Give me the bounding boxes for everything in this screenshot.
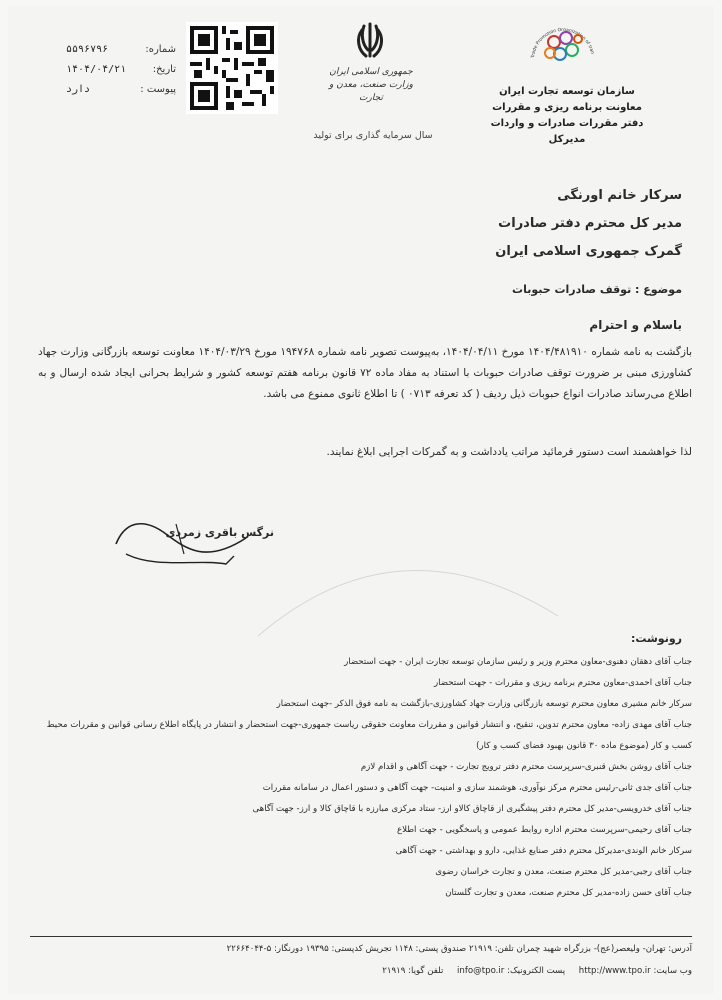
- cc-item: جناب آقای رحیمی-سرپرست محترم اداره روابط عمومی و پاسخگویی - جهت اطلاع: [396, 825, 692, 835]
- cc-item: سرکار خانم مشیری معاون محترم توسعه بازرگانی وزارت جهاد کشاورزی-بازگشت به نامه فوق الذکر -جهت استحضار: [276, 699, 692, 709]
- qr-code: [186, 22, 278, 114]
- handwritten-signature: [106, 514, 256, 574]
- ministry-name: [316, 66, 426, 105]
- signer-name: نرگس باقری زمردی: [165, 526, 274, 539]
- date-row: [66, 60, 176, 80]
- org-block: [478, 84, 656, 148]
- ministry-line2: وزارت صنعت، معدن و تجارت: [329, 80, 413, 103]
- footer-contacts: [32, 966, 692, 976]
- logo-text: Trade Promotion Organization of Iran: [531, 27, 595, 59]
- cc-item: جناب آقای جدی ثانی-رئیس محترم مرکز نوآوری، هوشمند سازی و امنیت- جهت آگاهی و دستور اعمال در سامانه مقررات: [262, 783, 692, 793]
- phone-value: ۲۱۹۱۹: [382, 966, 406, 976]
- date-value: ۱۴۰۴/۰۴/۲۱: [66, 64, 127, 75]
- attachment-row: [66, 80, 176, 100]
- subject-line: موضوع : توقف صادرات حبوبات: [512, 283, 682, 296]
- tpo-logo: [528, 20, 598, 76]
- watermark-text: [198, 476, 209, 481]
- cc-item: جناب آقای احمدی-معاون محترم برنامه ریزی و مقررات - جهت استحضار: [433, 678, 692, 688]
- date-label: تاریخ:: [152, 64, 176, 75]
- year-slogan: سال سرمایه گذاری برای تولید: [313, 130, 433, 141]
- attachment-value: دارد: [66, 84, 91, 95]
- addressee: [262, 182, 682, 266]
- addressee-line2: مدیر کل محترم دفتر صادرات: [498, 216, 682, 231]
- number-label: شماره:: [145, 44, 176, 55]
- org-line: مدیرکل: [548, 134, 586, 145]
- cc-item: جناب آقای خدرویسی-مدیر کل محترم دفتر پیشگیری از قاچاق کالاو ارز- ستاد مرکزی مبارزه با قاچاق کالا و ارز- جهت آگاهی: [252, 804, 692, 814]
- email-label: پست الکترونیک:: [507, 966, 566, 976]
- org-line: سازمان توسعه تجارت ایران: [499, 86, 635, 97]
- cc-list: [32, 652, 692, 904]
- cc-title: رونوشت:: [630, 632, 682, 645]
- cc-item: جناب آقای دهقان دهنوی-معاون محترم وزیر و رئیس سازمان توسعه تجارت ایران - جهت استحضار: [344, 657, 692, 667]
- email-link[interactable]: info@tpo.ir: [457, 966, 505, 976]
- addressee-line1: سرکار خانم اورنگی: [557, 188, 682, 203]
- footer-divider: [30, 936, 692, 937]
- number-value: ۵۵۹۶۷۹۶: [66, 44, 109, 55]
- letter-body: بازگشت به نامه شماره ۱۴۰۴/۴۸۱۹۱۰ مورخ ۱۴۰۴/۰۴/۱۱، به‌پیوست تصویر نامه شماره ۱۹۴۷۶۸ مورخ ۱۴۰۴/۰۳/۲۹ معاونت توسعه بازرگانی وزارت جهاد کشاورزی مبنی بر ضرورت توقف صادرات حبوبات با استناد به مفاد ماده ۷۲ قانون برنامه هفتم توسعه کشور و شرایط بحرانی ایجاد شده ارسال و به اطلاع می‌رساند صادرات انواع حبوبات ذیل ردیف ( کد تعرفه ۰۷۱۳ ) تا اطلاع ثانوی ممنوع می باشد.: [38, 346, 693, 400]
- org-line: دفتر مقررات صادرات و واردات: [490, 118, 644, 129]
- web-link[interactable]: http://www.tpo.ir: [578, 966, 651, 976]
- iran-emblem-icon: [350, 20, 390, 64]
- org-line: معاونت برنامه ریزی و مقررات: [492, 102, 642, 113]
- footer-address: آدرس: تهران- ولیعصر(عج)- بزرگراه شهید چمران تلفن: ۲۱۹۱۹ صندوق پستی: ۱۱۴۸ تجریش کدپستی: ۱۹۳۹۵ دورنگار: ۵-۲۲۶۶۴۰۴۴: [226, 944, 692, 954]
- cc-item: جناب آقای حسن زاده-مدیر کل محترم صنعت، معدن و تجارت گلستان: [445, 888, 692, 898]
- cc-item: جناب آقای رجبی-مدیر کل محترم صنعت، معدن و تجارت خراسان رضوی: [435, 867, 692, 877]
- ministry-line1: جمهوری اسلامی ایران: [329, 67, 413, 77]
- letter-meta: [66, 40, 176, 100]
- cc-item: جناب آقای روشن بخش قنبری-سرپرست محترم دفتر ترویج تجارت - جهت آگاهی و اقدام لازم: [360, 762, 692, 772]
- addressee-line3: گمرک جمهوری اسلامی ایران: [495, 244, 682, 259]
- phone-label: تلفن گویا:: [408, 966, 444, 976]
- cc-item: جناب آقای مهدی زاده- معاون محترم تدوین، تنقیح، و انتشار قوانین و مقررات معاونت حقوقی ریاست جمهوری-جهت استحضار و انتشار در پایگاه اطلاع رسانی قوانین و مقررات محیط کسب و کار (موضوع ماده ۳۰ قانون بهبود فضای کسب و کار): [46, 720, 692, 751]
- letter-page: [8, 6, 714, 994]
- attachment-label: پیوست :: [140, 84, 176, 95]
- letter-closing: لذا خواهشمند است دستور فرمائید مراتب یادداشت و به گمرکات اجرایی ابلاغ نمایند.: [326, 446, 692, 458]
- web-label: وب سایت:: [653, 966, 692, 976]
- greeting: باسلام و احترام: [589, 318, 682, 332]
- cc-item: سرکار خانم الوندی-مدیرکل محترم دفتر صنایع غذایی، دارو و بهداشتی - جهت آگاهی: [395, 846, 692, 856]
- number-row: [66, 40, 176, 60]
